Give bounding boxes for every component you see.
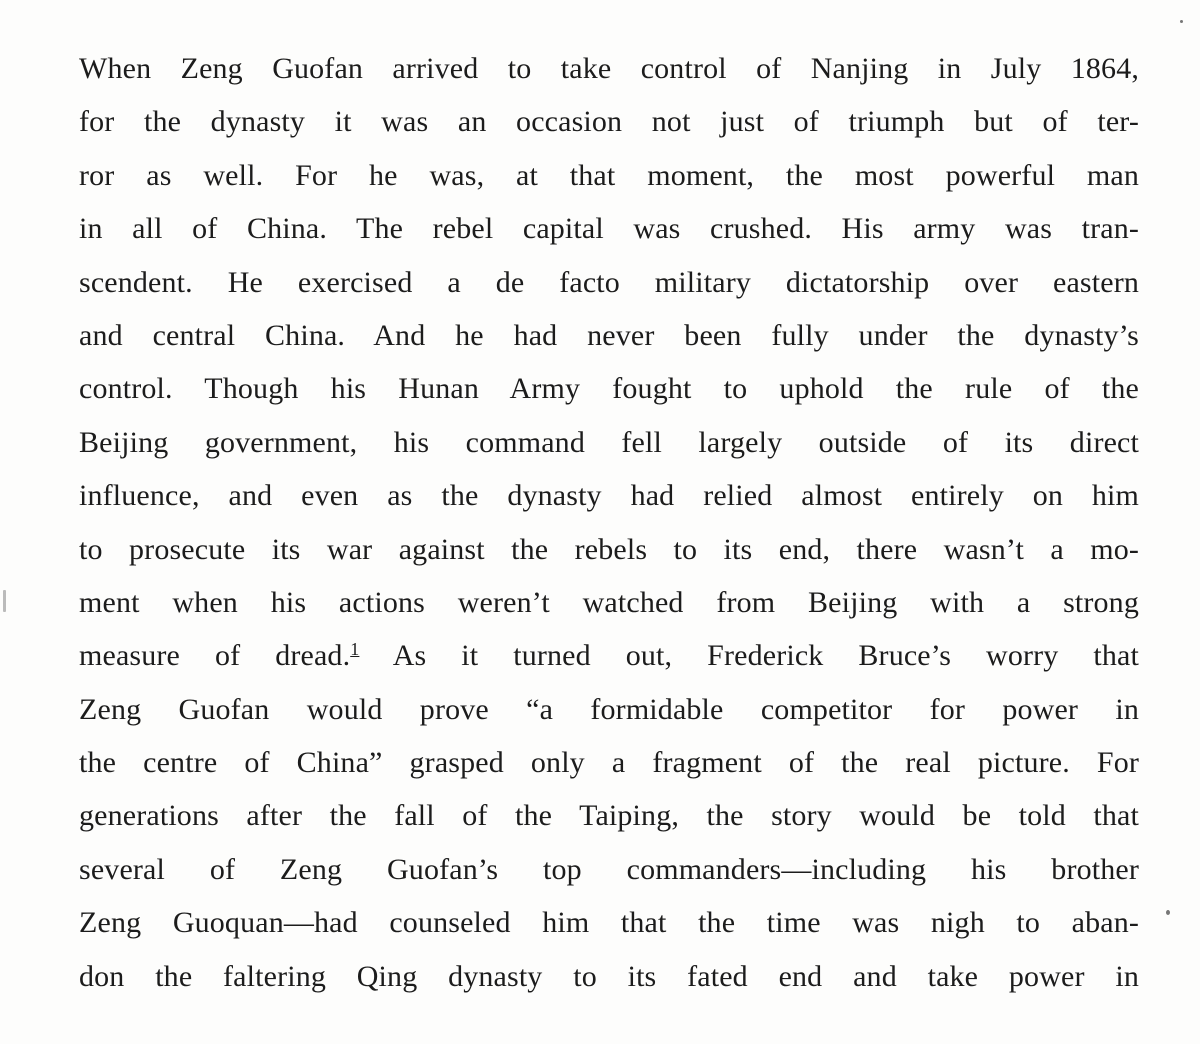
text-line: several of Zeng Guofan’s top commanders—including his brother: [79, 852, 1139, 886]
text-line: ror as well. For he was, at that moment, the most powerful man: [79, 158, 1139, 192]
text-line: influence, and even as the dynasty had relied almost entirely on him: [79, 479, 1139, 513]
body-paragraph: [79, 42, 1139, 1003]
text-line: generations after the fall of the Taiping, the story would be told that: [79, 799, 1139, 833]
text-line-with-footnote: [79, 629, 1139, 682]
text-segment: As it turned out, Frederick Bruce’s worry that: [359, 639, 1139, 673]
paper-speck: [1166, 910, 1170, 915]
text-line: for the dynasty it was an occasion not just of triumph but of ter-: [79, 105, 1139, 139]
text-line: When Zeng Guofan arrived to take control of Nanjing in July 1864,: [79, 52, 1139, 85]
footnote-marker[interactable]: 1: [350, 639, 360, 660]
paper-speck: [3, 590, 6, 612]
paper-speck: [1180, 20, 1183, 23]
text-line: Zeng Guoquan—had counseled him that the time was nigh to aban-: [79, 906, 1139, 940]
text-segment: measure of dread.: [79, 639, 351, 673]
text-line: and central China. And he had never been fully under the dynasty’s: [79, 318, 1139, 352]
text-line: to prosecute its war against the rebels to its end, there wasn’t a mo-: [79, 532, 1139, 566]
text-line: Zeng Guofan would prove “a formidable competitor for power in: [79, 692, 1139, 726]
text-line: in all of China. The rebel capital was crushed. His army was tran-: [79, 212, 1139, 246]
text-line: Beijing government, his command fell largely outside of its direct: [79, 425, 1139, 459]
text-line: ment when his actions weren’t watched from Beijing with a strong: [79, 585, 1139, 619]
text-line: control. Though his Hunan Army fought to uphold the rule of the: [79, 372, 1139, 406]
text-line: the centre of China” grasped only a fragment of the real picture. For: [79, 746, 1139, 780]
text-line: don the faltering Qing dynasty to its fated end and take power in: [79, 959, 1139, 993]
text-line: scendent. He exercised a de facto military dictatorship over eastern: [79, 265, 1139, 299]
